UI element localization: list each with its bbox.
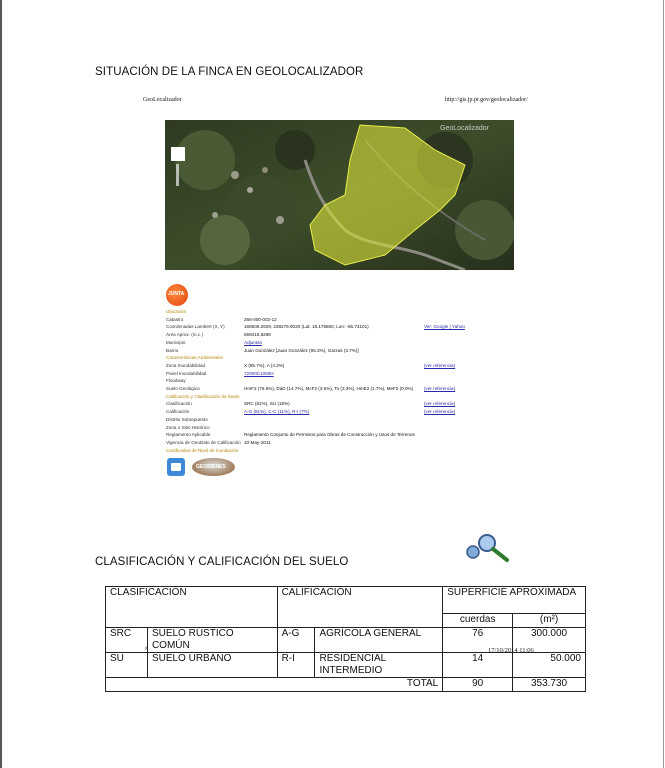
magnifier-icon [463, 532, 515, 564]
info-reference-link[interactable]: (ver referencia) [424, 362, 456, 368]
unit-cuerdas: cuerdas [443, 614, 513, 628]
cal-code: R-I [277, 653, 315, 678]
section-title-soil: CLASIFICACIÓN Y CALIFICACIÓN DEL SUELO [95, 556, 349, 568]
page-border [663, 0, 664, 768]
info-value[interactable]: 72000C1050H [244, 370, 274, 376]
header-clasificacion: CLASIFICACIÓN [106, 587, 278, 614]
class-name: SUELO URBANO [147, 653, 277, 678]
info-label: Catastro [166, 316, 184, 322]
info-label: Zona Inundabilidad [166, 362, 206, 368]
info-label: Panel Inundabilidad [166, 370, 207, 376]
page-border [0, 0, 2, 768]
info-value: X (95.7%), A (4.3%) [244, 362, 285, 368]
info-value: 168506.2929, 238279.9020 (Lat: 18.178560, Lon: -66.73101) [244, 324, 369, 330]
info-label: Reglamento Aplicable [166, 432, 211, 438]
total-label: TOTAL [106, 678, 443, 692]
info-label: Área Aprox. (m.c.) [166, 332, 204, 338]
info-label: Vigencia de GeoDato de Calificación [166, 439, 241, 445]
info-section-header: Características Ambientales [166, 355, 223, 361]
info-value: Reglamento Conjunto de Permisos para Obras de Construcción y Usos de Terrenos [244, 432, 415, 438]
info-value: SRC (81%), SU (19%) [244, 401, 290, 407]
info-label: Suelo Geológico [166, 386, 200, 391]
info-label: Municipio [166, 339, 186, 345]
info-label: Coordenadas Lambert (X, Y) [166, 324, 225, 330]
total-cuerdas: 90 [443, 678, 513, 692]
info-section-header: Ubicación [166, 309, 187, 314]
aerial-map[interactable] [165, 120, 514, 270]
geolocalizador-label: GeoLocalizador [143, 97, 182, 103]
header-superficie: SUPERFICIE APROXIMADA [443, 587, 586, 614]
info-value: 659415.8288 [244, 332, 271, 338]
total-m2: 353.730 [513, 678, 586, 692]
unit-m2: (m²) [513, 614, 586, 628]
cal-name: AGRÍCOLA GENERAL [315, 628, 443, 653]
info-value: 10-May-2011 [244, 439, 271, 445]
info-reference-link[interactable]: Ver: Google | Yahoo [424, 324, 465, 330]
info-label: Clasificación [166, 401, 192, 407]
info-reference-link[interactable]: (ver referencia) [424, 401, 456, 407]
class-name: SUELO RÚSTICO COMÚN [147, 628, 277, 653]
info-reference-link[interactable]: (ver referencia) [424, 409, 456, 415]
cal-code: A-G [277, 628, 315, 653]
soil-classification-table [105, 586, 586, 692]
info-value: 266-000-002-12 [244, 316, 277, 322]
info-label: Distrito Sobrepuesto [166, 416, 208, 422]
cal-name: RESIDENCIAL INTERMEDIO [315, 653, 443, 678]
info-value: HmF2 (76.6%), DaD (14.7%), McF2 (3.6%), To (3.3%), HmE2 (1.7%), MeF2 (0.0%) [244, 386, 414, 391]
info-label: Barrio [166, 347, 179, 353]
info-value[interactable]: A-G (81%), C-C (11%), R-I (7%) [244, 409, 310, 415]
info-label: Calificación [166, 409, 190, 415]
date-stamp: 17/10/2014 11:06 [488, 647, 534, 654]
section-title-location: SITUACIÓN DE LA FINCA EN GEOLOCALIZADOR [95, 66, 364, 78]
class-code: SU [106, 653, 148, 678]
table-row [106, 653, 586, 678]
geobienes-badge-label: GEOBIENES [196, 464, 226, 470]
map-watermark: GeoLocalizador [440, 125, 490, 132]
info-label: Zona o Sitio Histórico [166, 424, 210, 430]
info-value: Juan González [Juan González (95.3%), Garzas (3.7%)] [244, 347, 359, 353]
header-calificacion: CALIFICACIÓN [277, 587, 443, 614]
info-section-header: Certificados de Nivel de Inundación [166, 447, 239, 453]
geolocalizador-url: http://gis.jp.pr.gov/geolocalizador/ [445, 97, 528, 103]
certificate-icon[interactable] [167, 458, 185, 476]
class-code: SRC [106, 628, 148, 653]
info-value[interactable]: Adjuntas [244, 339, 262, 345]
zoom-slider-handle[interactable] [171, 147, 185, 161]
cuerdas-value: 14 [443, 653, 513, 678]
logo-text: JUNTA [168, 291, 185, 297]
info-section-header: Calificación y Clasificación de Suelo [166, 393, 240, 399]
info-reference-link[interactable]: (ver referencia) [424, 386, 456, 391]
stamp-mark: ᵝ [145, 646, 147, 653]
m2-value: 300.000 [513, 628, 586, 653]
cuerdas-value: 76 [443, 628, 513, 653]
m2-value: 50.000 [513, 653, 586, 678]
info-label: Floodway [166, 378, 186, 384]
